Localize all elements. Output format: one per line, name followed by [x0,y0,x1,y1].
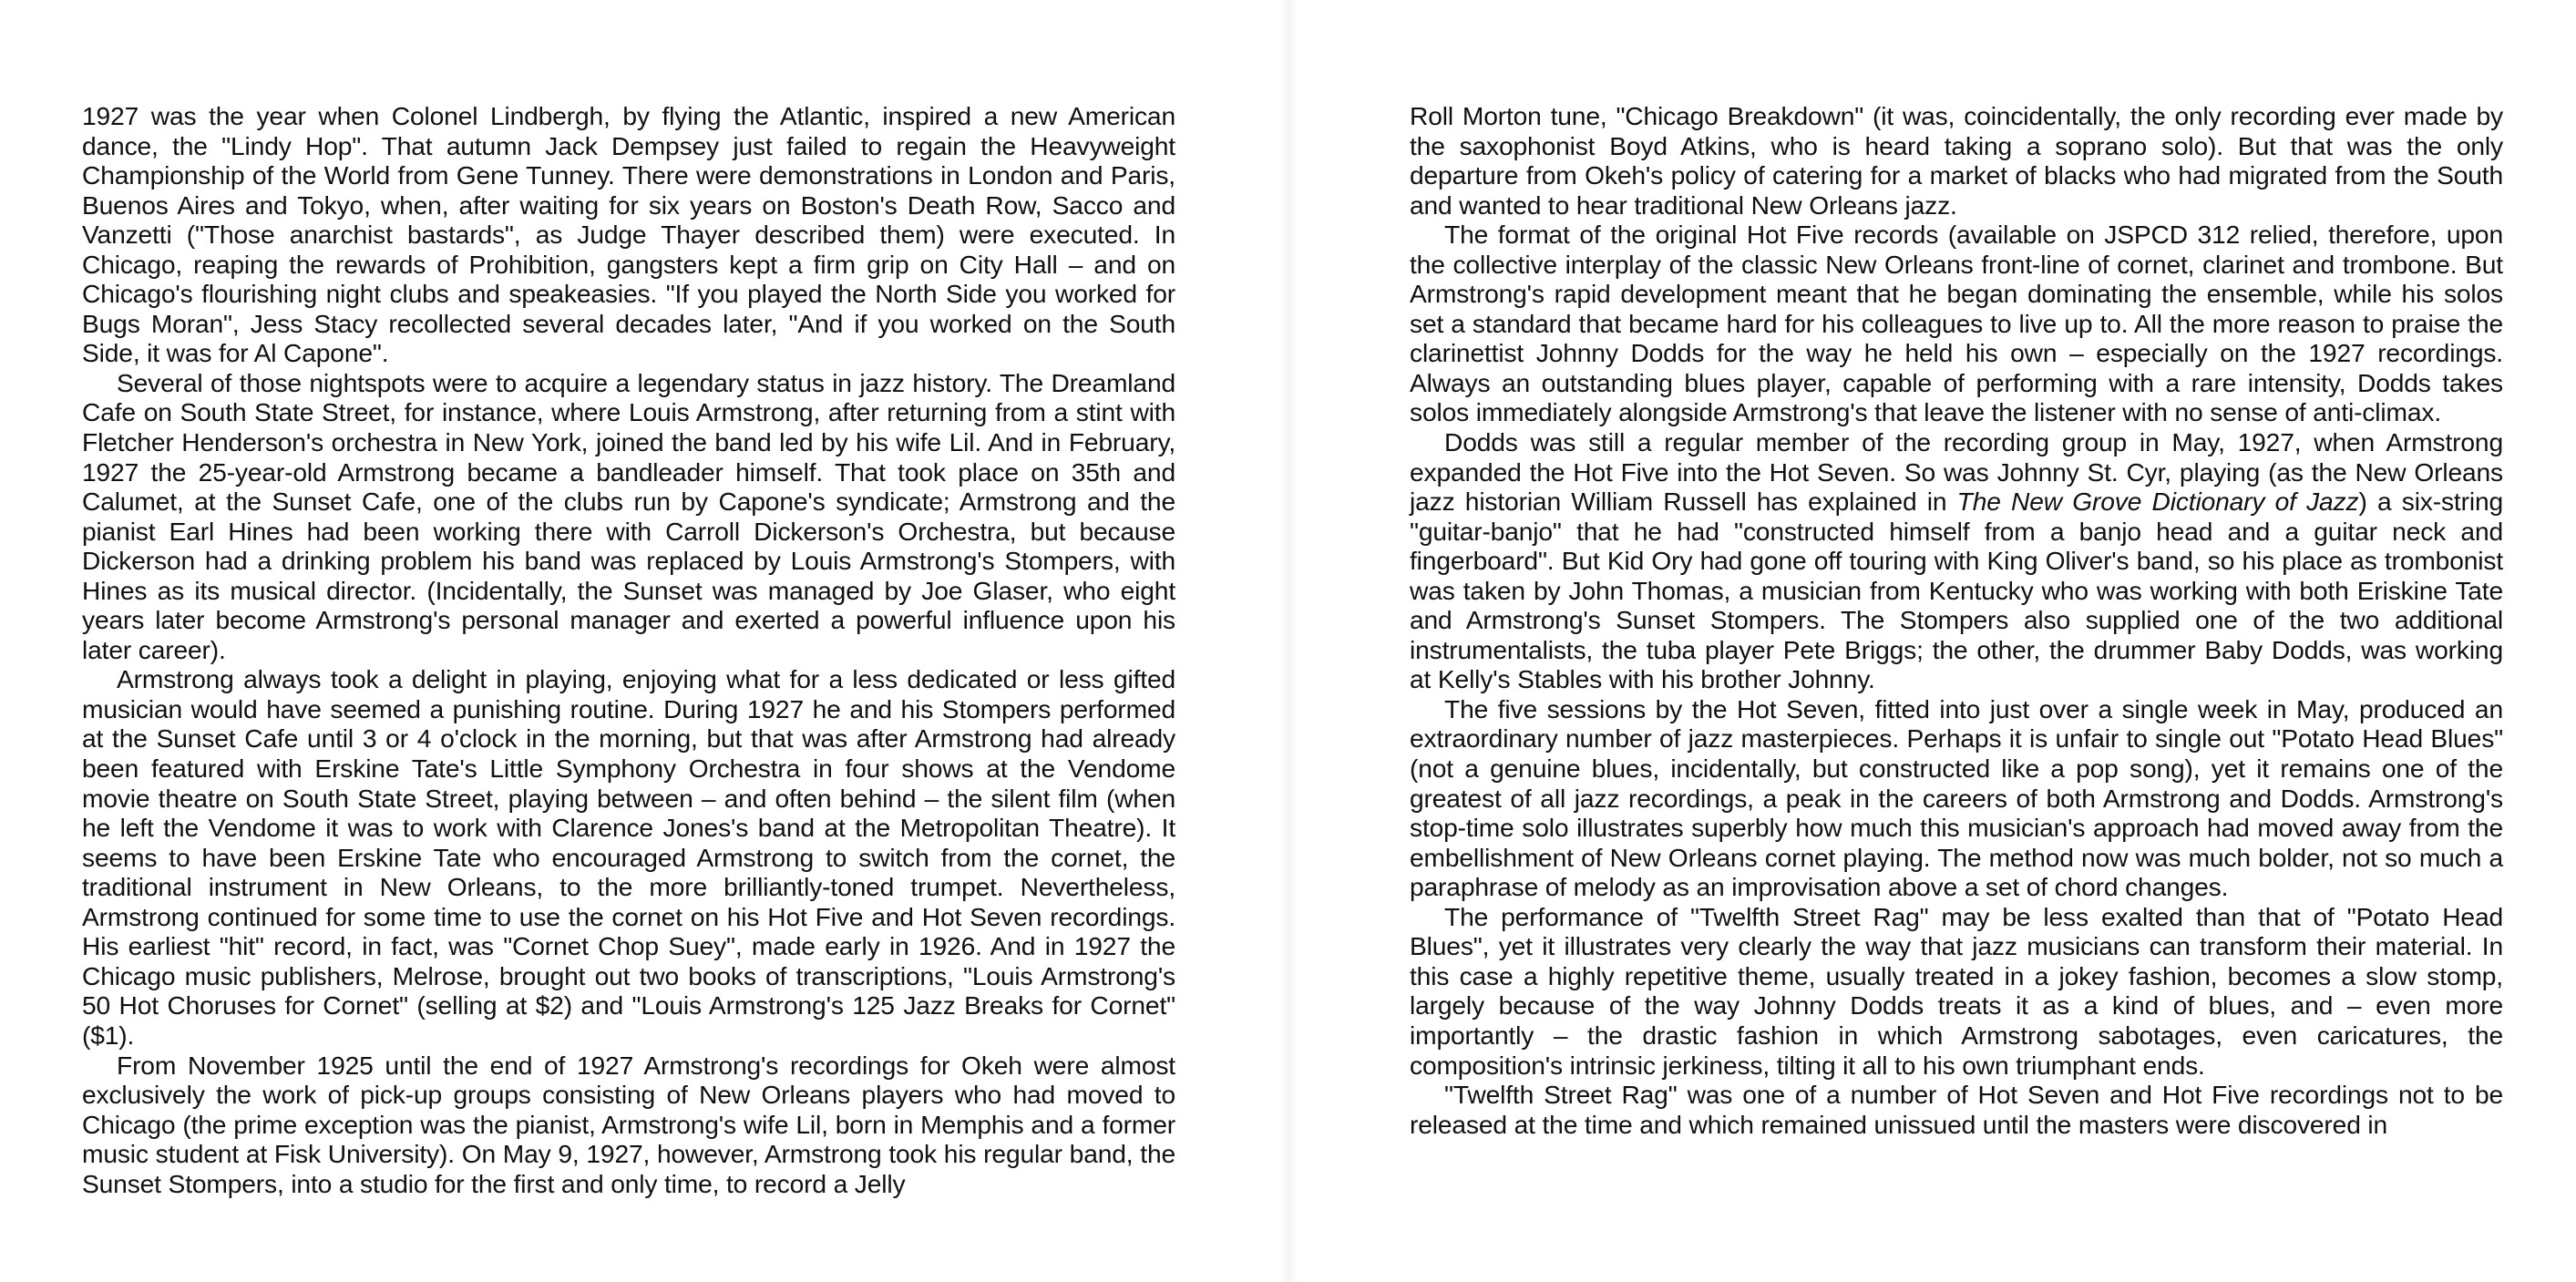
paragraph: The format of the original Hot Five records (available on JSPCD 312 relied, therefore, upon the collective interplay of the classic New Orleans front-line of cornet, clarinet and trombone. But Armstrong's rapid development meant that he began dominating the ensemble, while his solos set a standard that became hard for his colleagues to live up to. All the more reason to praise the clarinettist Johnny Dodds for the way he held his own – especially on the 1927 recordings. Always an outstanding blues player, capable of performing with a rare intensity, Dodds takes solos immediately alongside Armstrong's that leave the listener with no sense of anti-climax. [1410,220,2503,427]
paragraph: From November 1925 until the end of 1927 Armstrong's recordings for Okeh were almost exclusively the work of pick-up groups consisting of New Orleans players who had moved to Chicago (the prime exception was the pianist, Armstrong's wife Lil, born in Memphis and a former music student at Fisk University). On May 9, 1927, however, Armstrong took his regular band, the Sunset Stompers, into a studio for the first and only time, to record a Jelly [82,1050,1175,1198]
paragraph-text: Dodds was still a regular member of the recording group in May, 1927, when Armstrong expanded the Hot Five into the Hot Seven. So was Johnny St. Cyr, playing (as the New Orleans jazz historian William Russell has explained in [1410,427,2503,517]
paragraph: 1927 was the year when Colonel Lindbergh, by flying the Atlantic, inspired a new American dance, the "Lindy Hop". That autumn Jack Dempsey just failed to regain the Heavyweight Championship of the World from Gene Tunney. There were demonstrations in London and Paris, Buenos Aires and Tokyo, when, after waiting for six years on Boston's Death Row, Sacco and Vanzetti ("Those anarchist bastards", as Judge Thayer described them) were executed. In Chicago, reaping the rewards of Prohibition, gangsters kept a firm grip on City Hall – and on Chicago's flourishing night clubs and speakeasies. "If you played the North Side you worked for Bugs Moran", Jess Stacy recollected several decades later, "And if you worked on the South Side, it was for Al Capone". [82,101,1175,368]
paragraph: Several of those nightspots were to acquire a legendary status in jazz history. The Dreamland Cafe on South State Street, for instance, where Louis Armstrong, after returning from a stint with Fletcher Henderson's orchestra in New York, joined the band led by his wife Lil. And in February, 1927 the 25-year-old Armstrong became a bandleader himself. That took place on 35th and Calumet, at the Sunset Cafe, one of the clubs run by Capone's syndicate; Armstrong and the pianist Earl Hines had been working there with Carroll Dickerson's Orchestra, but because Dickerson had a drinking problem his band was replaced by Louis Armstrong's Stompers, with Hines as its musical director. (Incidentally, the Sunset was managed by Joe Glaser, who eight years later become Armstrong's personal manager and exerted a powerful influence upon his later career). [82,367,1175,664]
book-title: The New Grove Dictionary of Jazz [1956,487,2359,517]
paragraph [1410,427,2503,694]
paragraph: "Twelfth Street Rag" was one of a number of Hot Seven and Hot Five recordings not to be released at the time and which remained unissued until the masters were discovered in [1410,1080,2503,1139]
paragraph-text: ) a six-string "guitar-banjo" that he had "constructed himself from a banjo head and a guitar neck and fingerboard". But Kid Ory had gone off touring with King Oliver's band, so his place as trombonist was taken by John Thomas, a musician from Kentucky who was working with both Eriskine Tate and Armstrong's Sunset Stompers. The Stompers also supplied one of the two additional instrumentalists, the tuba player Pete Briggs; the other, the drummer Baby Dodds, was working at Kelly's Stables with his brother Johnny. [1410,487,2504,694]
right-page [1288,0,2576,1282]
paragraph: The five sessions by the Hot Seven, fitted into just over a single week in May, produced an extraordinary number of jazz masterpieces. Perhaps it is unfair to single out "Potato Head Blues" (not a genuine blues, incidentally, but constructed like a pop song), yet it remains one of the greatest of all jazz recordings, a peak in the careers of both Armstrong and Dodds. Armstrong's stop-time solo illustrates superbly how much this musician's approach had moved away from the embellishment of New Orleans cornet playing. The method now was much bolder, not so much a paraphrase of melody as an improvisation above a set of chord changes. [1410,693,2503,902]
paragraph: The performance of "Twelfth Street Rag" may be less exalted than that of "Potato Head Blues", yet it illustrates very clearly the way that jazz musicians can transform their material. In this case a highly repetitive theme, usually treated in a jokey fashion, becomes a slow stomp, largely because of the way Johnny Dodds treats it as a kind of blues, and – even more importantly – the drastic fashion in which Armstrong sabotages, even caricatures, the composition's intrinsic jerkiness, tilting it all to his own triumphant ends. [1410,901,2503,1080]
right-text-column [1410,101,2503,1139]
paragraph: Armstrong always took a delight in playing, enjoying what for a less dedicated or less gifted musician would have seemed a punishing routine. During 1927 he and his Stompers performed at the Sunset Cafe until 3 or 4 o'clock in the morning, but that was after Armstrong had already been featured with Erskine Tate's Little Symphony Orchestra in four shows at the Vendome movie theatre on South State Street, playing between – and often behind – the silent film (when he left the Vendome it was to work with Clarence Jones's band at the Metropolitan Theatre). It seems to have been Erskine Tate who encouraged Armstrong to switch from the cornet, the traditional instrument in New Orleans, to the more brilliantly-toned trumpet. Nevertheless, Armstrong continued for some time to use the cornet on his Hot Five and Hot Seven recordings. His earliest "hit" record, in fact, was "Cornet Chop Suey", made early in 1926. And in 1927 the Chicago music publishers, Melrose, brought out two books of transcriptions, "Louis Armstrong's 50 Hot Choruses for Cornet" (selling at $2) and "Louis Armstrong's 125 Jazz Breaks for Cornet" ($1). [82,664,1175,1050]
paragraph: Roll Morton tune, "Chicago Breakdown" (it was, coincidentally, the only recording ever made by the saxophonist Boyd Atkins, who is heard taking a soprano solo). But that was the only departure from Okeh's policy of catering for a market of blacks who had migrated from the South and wanted to hear traditional New Orleans jazz. [1410,101,2503,220]
left-text-column [82,101,1175,1198]
